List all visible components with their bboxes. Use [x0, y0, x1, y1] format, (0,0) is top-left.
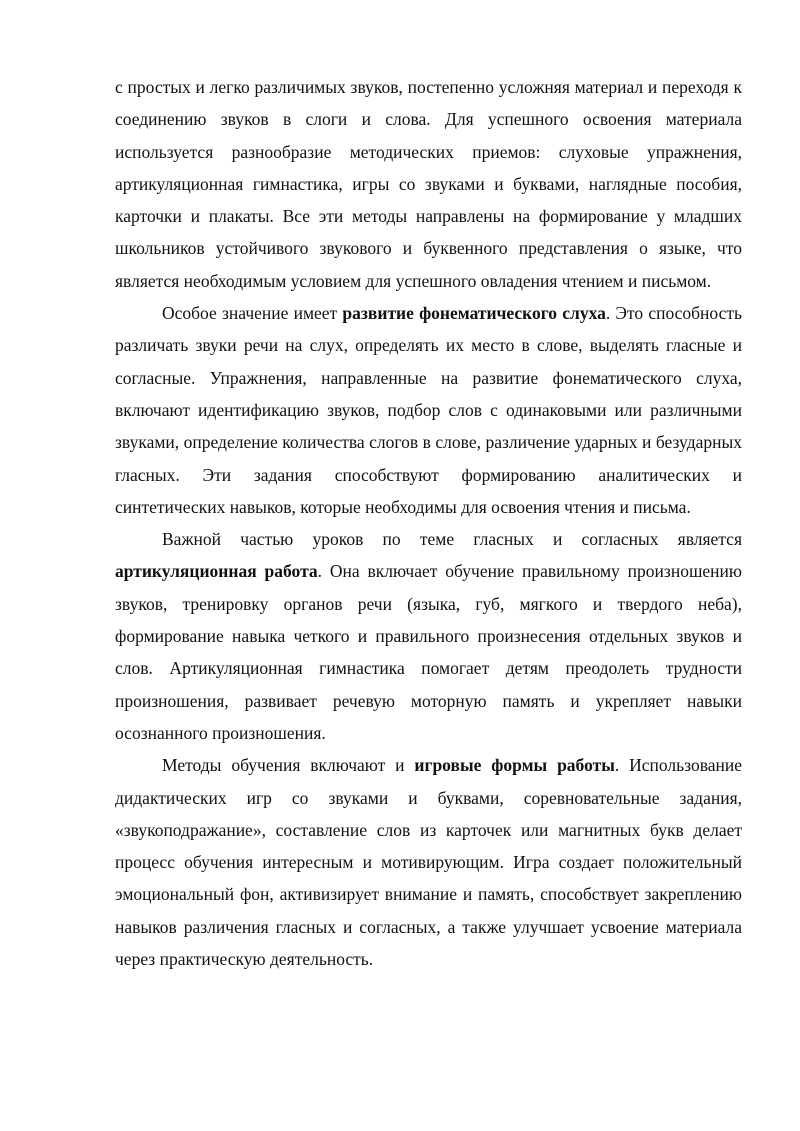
paragraph-3-bold-term: артикуляционная работа [115, 561, 318, 582]
paragraph-3 [115, 523, 742, 749]
paragraph-2-text-end: . Это способность различать звуки речи на слух, определять их место в слове, выделять гласные и согласные. Упражнения, направленные на развитие фонематического слуха, включают идентификацию звуков, подбор слов с одинаковыми или различными звуками, определение количества слогов в слове, различение ударных и безударных гласных. Эти задания способствуют формированию аналитических и синтетических навыков, которые необходимы для освоения чтения и письма. [115, 303, 742, 517]
paragraph-3-text-start: Важной частью уроков по теме гласных и согласных является [162, 529, 742, 550]
paragraph-4 [115, 749, 742, 975]
paragraph-1 [115, 71, 742, 297]
paragraph-3-text-end: . Она включает обучение правильному произношению звуков, тренировку органов речи (языка, губ, мягкого и твердого неба), формирование навыка четкого и правильного произнесения отдельных звуков и слов. Артикуляционная гимнастика помогает детям преодолеть трудности произношения, развивает речевую моторную память и укрепляет навыки осознанного произношения. [115, 561, 742, 743]
paragraph-4-bold-term: игровые формы работы [414, 755, 615, 776]
document-body [115, 71, 742, 975]
paragraph-4-text-start: Методы обучения включают и [162, 755, 415, 776]
paragraph-1-text: с простых и легко различимых звуков, постепенно усложняя материал и переходя к соединению звуков в слоги и слова. Для успешного освоения материала используется разнообразие методических приемов: слуховые упражнения, артикуляционная гимнастика, игры со звуками и буквами, наглядные пособия, карточки и плакаты. Все эти методы направлены на формирование у младших школьников устойчивого звукового и буквенного представления о языке, что является необходимым условием для успешного овладения чтением и письмом. [115, 77, 742, 291]
paragraph-4-text-end: . Использование дидактических игр со звуками и буквами, соревновательные задания, «звукоподражание», составление слов из карточек или магнитных букв делает процесс обучения интересным и мотивирующим. Игра создает положительный эмоциональный фон, активизирует внимание и память, способствует закреплению навыков различения гласных и согласных, а также улучшает усвоение материала через практическую деятельность. [115, 755, 742, 970]
paragraph-2-bold-term: развитие фонематического слуха [342, 303, 606, 324]
paragraph-2-text-start: Особое значение имеет [162, 303, 343, 324]
paragraph-2 [115, 297, 742, 523]
